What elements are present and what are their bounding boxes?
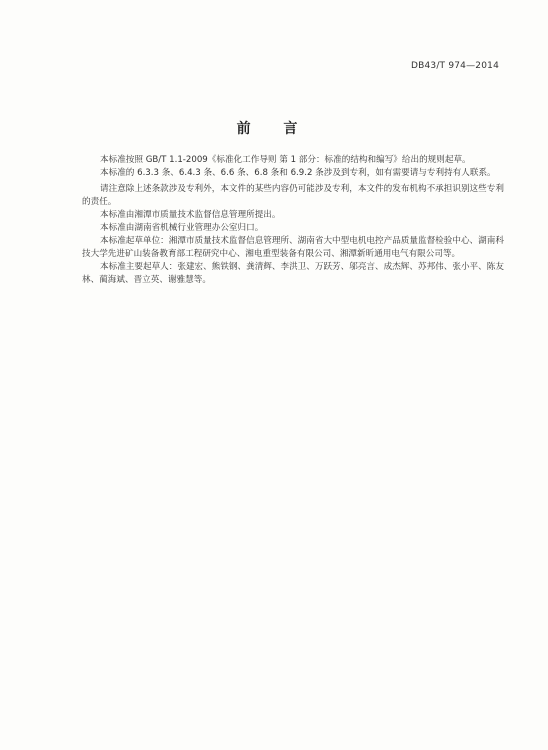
document-code: DB43/T 974—2014 bbox=[410, 61, 499, 71]
paragraph-proposer: 本标准由湘潭市质量技术监督信息管理所提出。 bbox=[100, 210, 281, 220]
paragraph-drafting-rules: 本标准按照 GB/T 1.1-2009《标准化工作导则 第 1 部分：标准的结构和编写》给出的规则起草。 bbox=[100, 155, 471, 165]
paragraph-patent-notice: 请注意除上述条款涉及专利外，本文件的某些内容仍可能涉及专利，本文件的发布机构不承担识别这些专利的责任。 bbox=[82, 184, 504, 207]
paragraph-drafters: 本标准主要起草人：张建宏、熊铁钢、龚清辉、李洪卫、万跃芳、邬亮言、成杰辉、苏邦伟、张小平、陈友林、蔺海斌、晋立英、谢雅慧等。 bbox=[82, 262, 504, 285]
paragraph-patent-clauses: 本标准的 6.3.3 条、6.4.3 条、6.6 条、6.8 条和 6.9.2 条涉及到专利，如有需要请与专利持有人联系。 bbox=[100, 168, 496, 178]
page-title: 前 言 bbox=[236, 121, 312, 137]
paragraph-drafting-units: 本标准起草单位：湘潭市质量技术监督信息管理所、湖南省大中型电机电控产品质量监督检验中心、湖南科技大学先进矿山装备教育部工程研究中心、湘电重型装备有限公司、湘潭新昕通用电气有限公司等。 bbox=[82, 236, 504, 259]
paragraph-administrator: 本标准由湖南省机械行业管理办公室归口。 bbox=[100, 223, 264, 233]
foreword-body bbox=[82, 154, 512, 287]
